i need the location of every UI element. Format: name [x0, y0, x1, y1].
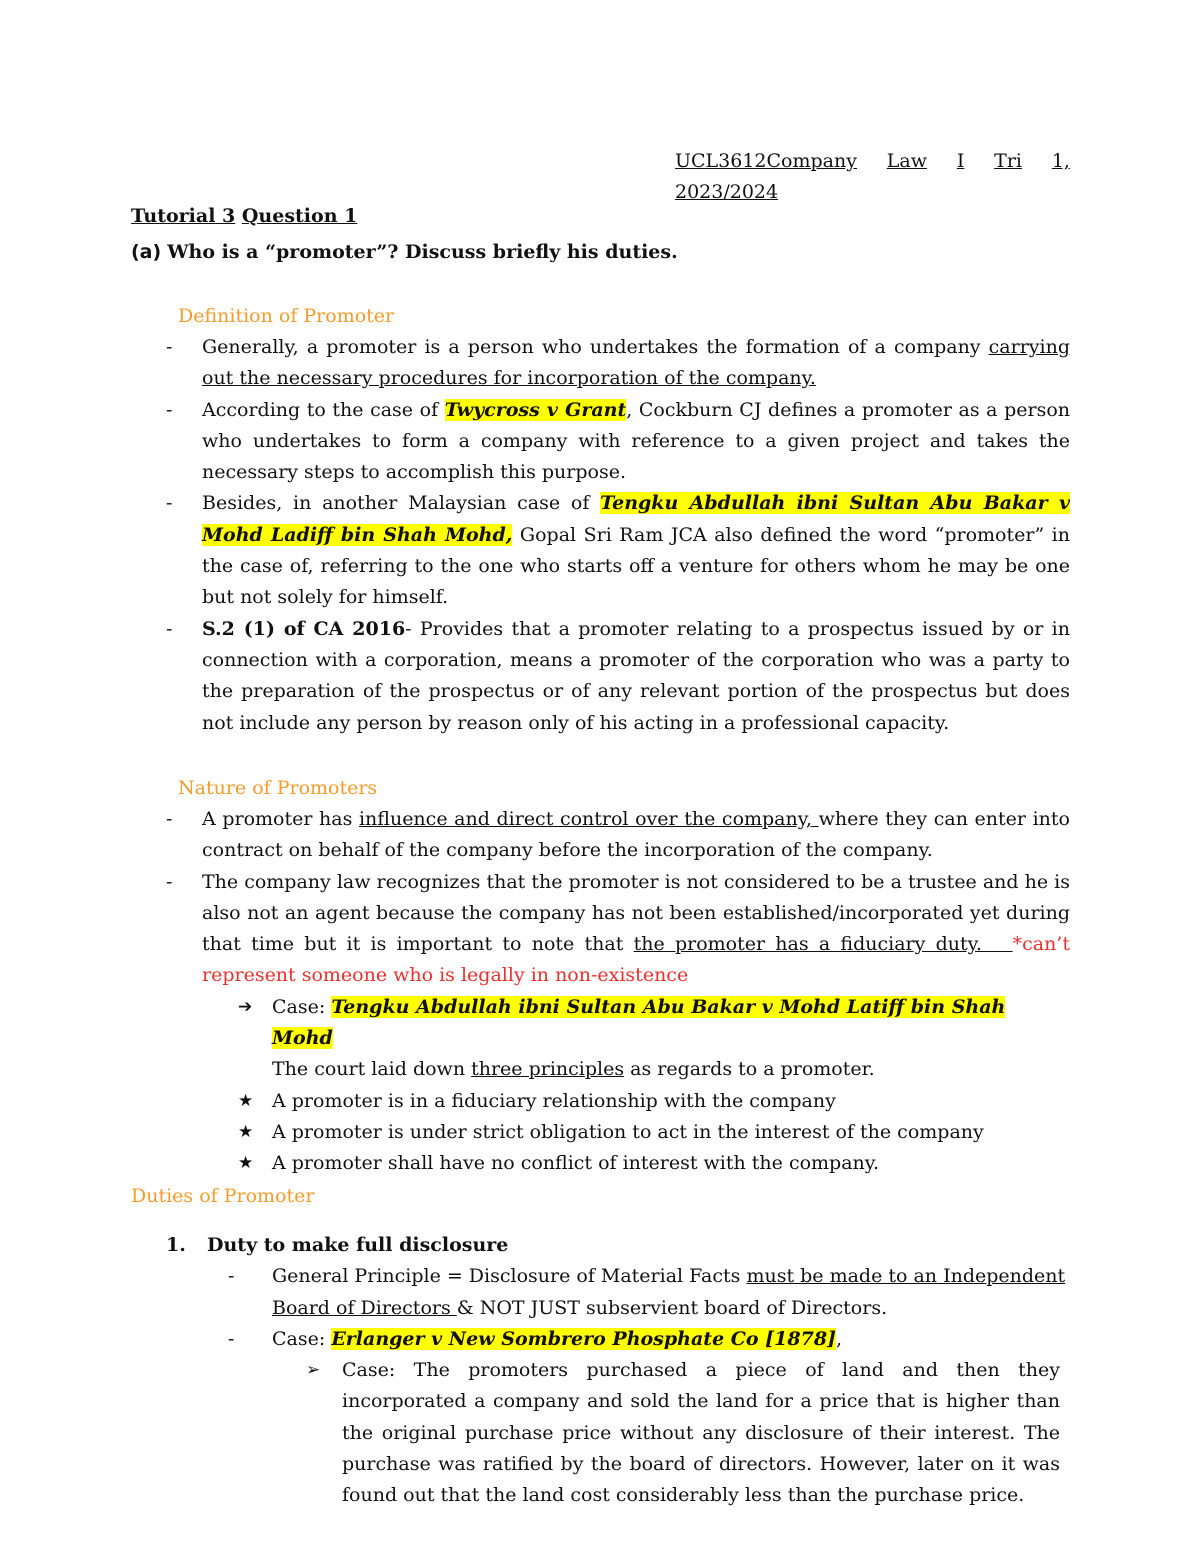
- case-label: Case:: [272, 995, 332, 1018]
- course-part: UCL3612Company: [675, 150, 857, 172]
- definition-point: [166, 614, 1070, 739]
- point-text: as regards to a promoter.: [624, 1058, 875, 1081]
- definition-heading: Definition of Promoter: [178, 305, 395, 327]
- dash-bullet: -: [166, 336, 173, 358]
- definition-point: [166, 332, 1070, 395]
- point-text: According to the case of: [202, 398, 445, 421]
- principle-text: A promoter is in a fiduciary relationship with the company: [272, 1089, 836, 1112]
- point-text: Besides, in another Malaysian case of: [202, 492, 601, 515]
- point-text: General Principle = Disclosure of Material Facts: [272, 1265, 747, 1288]
- question-label: (a): [131, 241, 162, 263]
- underlined-text: carrying out the necessary procedures for incorporation of the company.: [202, 336, 1070, 390]
- duty-item: [166, 1230, 1070, 1261]
- course-part: Tri: [994, 150, 1022, 172]
- principle-text: A promoter is under strict obligation to act in the interest of the company: [272, 1120, 984, 1143]
- point-text: The company law recognizes that the promoter is not considered to be a trustee and he is also not an agent because the company has not been established/incorporated yet during that time but it is important to note that: [202, 870, 1070, 956]
- question-a: [131, 238, 678, 266]
- case-line: [166, 992, 1070, 1055]
- case-highlight: Twycross v Grant: [444, 398, 627, 421]
- point-text: Gopal Sri Ram JCA also defined the word “promoter” in the case of, referring to the one who starts off a venture for others whom he may be one but not solely for himself.: [202, 523, 1070, 609]
- definition-section: [166, 332, 1070, 739]
- dash-bullet: -: [166, 492, 173, 515]
- case-highlight: Tengku Abdullah ibni Sultan Abu Bakar v Mohd Latiff bin Shah Mohd: [272, 995, 1006, 1050]
- duties-section: [166, 1230, 1070, 1512]
- point-text: where they can enter into contract on behalf of the company before the incorporation of the company.: [202, 808, 1070, 862]
- point-text: ,: [836, 1327, 843, 1350]
- definition-point: [166, 395, 1070, 489]
- duty-number: 1.: [166, 1234, 186, 1256]
- star-icon: ★: [238, 1153, 254, 1174]
- principle-item: [166, 1117, 1070, 1148]
- nature-point: [166, 804, 1070, 867]
- definition-point: [166, 488, 1070, 613]
- nature-heading: Nature of Promoters: [178, 777, 378, 799]
- course-term: 2023/2024: [675, 181, 779, 203]
- dash-bullet: -: [166, 398, 173, 421]
- underlined-text: influence and direct control over the company,: [358, 808, 819, 830]
- course-code-line: [675, 146, 1070, 177]
- case-label: Case:: [272, 1327, 332, 1350]
- arrowhead-icon: ➢: [306, 1360, 321, 1381]
- statute-reference: S.2 (1) of CA 2016: [202, 617, 406, 640]
- point-text: A promoter has: [202, 808, 359, 830]
- course-part: Law: [886, 150, 928, 172]
- case-detail: [166, 1355, 1060, 1511]
- point-text: Generally, a promoter is a person who undertakes the formation of a company: [202, 336, 989, 358]
- case-highlight: Erlanger v New Sombrero Phosphate Co [1878]: [331, 1327, 837, 1350]
- underlined-text: must be made to an Independent Board of Directors: [272, 1265, 1066, 1319]
- course-part: I: [956, 150, 965, 172]
- dash-bullet: -: [228, 1327, 235, 1350]
- duties-heading: Duties of Promoter: [131, 1185, 315, 1207]
- case-detail-text: Case: The promoters purchased a piece of land and then they incorporated a company and sold the land for a price that is higher than the original purchase price without any disclosure of their interest. The purchase was ratified by the board of directors. However, later on it was found out that the land cost considerably less than the purchase price.: [342, 1359, 1060, 1507]
- point-text: & NOT JUST subservient board of Directors.: [456, 1296, 888, 1319]
- case-highlight: Tengku Abdullah ibni Sultan Abu Bakar v Mohd Ladiff bin Shah Mohd,: [202, 492, 1070, 546]
- red-note: *can’t represent someone who is legally in non-existence: [202, 933, 1070, 987]
- dash-bullet: -: [166, 808, 173, 830]
- course-part: 1,: [1051, 150, 1070, 172]
- question-text: Who is a “promoter”? Discuss briefly his duties.: [167, 241, 678, 263]
- nature-section: [166, 804, 1070, 1180]
- court-line: [166, 1054, 1070, 1085]
- dash-bullet: -: [166, 617, 173, 640]
- underlined-text: the promoter has a fiduciary duty.: [633, 933, 1013, 956]
- dash-bullet: -: [166, 870, 173, 893]
- tutorial-number: Tutorial 3: [131, 205, 236, 227]
- principle-text: A promoter shall have no conflict of interest with the company.: [272, 1152, 880, 1175]
- general-principle: [166, 1261, 1070, 1324]
- dash-bullet: -: [228, 1265, 235, 1288]
- tutorial-title: [131, 203, 357, 229]
- duty-title: Duty to make full disclosure: [207, 1234, 509, 1256]
- point-text: The court laid down: [272, 1058, 472, 1081]
- question-number: Question 1: [241, 205, 358, 227]
- case-line: [166, 1324, 1070, 1355]
- course-header: [675, 146, 1070, 208]
- point-text: - Provides that a promoter relating to a prospectus issued by or in connection with a corporation, means a promoter of the corporation who was a party to the preparation of the prospectus or of any relevant portion of the prospectus but does not include any person by reason only of his acting in a professional capacity.: [202, 617, 1070, 734]
- nature-point: [166, 867, 1070, 992]
- arrow-icon: ➔: [238, 996, 253, 1017]
- principle-item: [166, 1086, 1070, 1117]
- principle-item: [166, 1148, 1070, 1179]
- underlined-text: three principles: [471, 1058, 625, 1081]
- star-icon: ★: [238, 1090, 254, 1111]
- star-icon: ★: [238, 1121, 254, 1142]
- point-text: , Cockburn CJ defines a promoter as a person who undertakes to form a company with reference to a given project and takes the necessary steps to accomplish this purpose.: [202, 398, 1070, 484]
